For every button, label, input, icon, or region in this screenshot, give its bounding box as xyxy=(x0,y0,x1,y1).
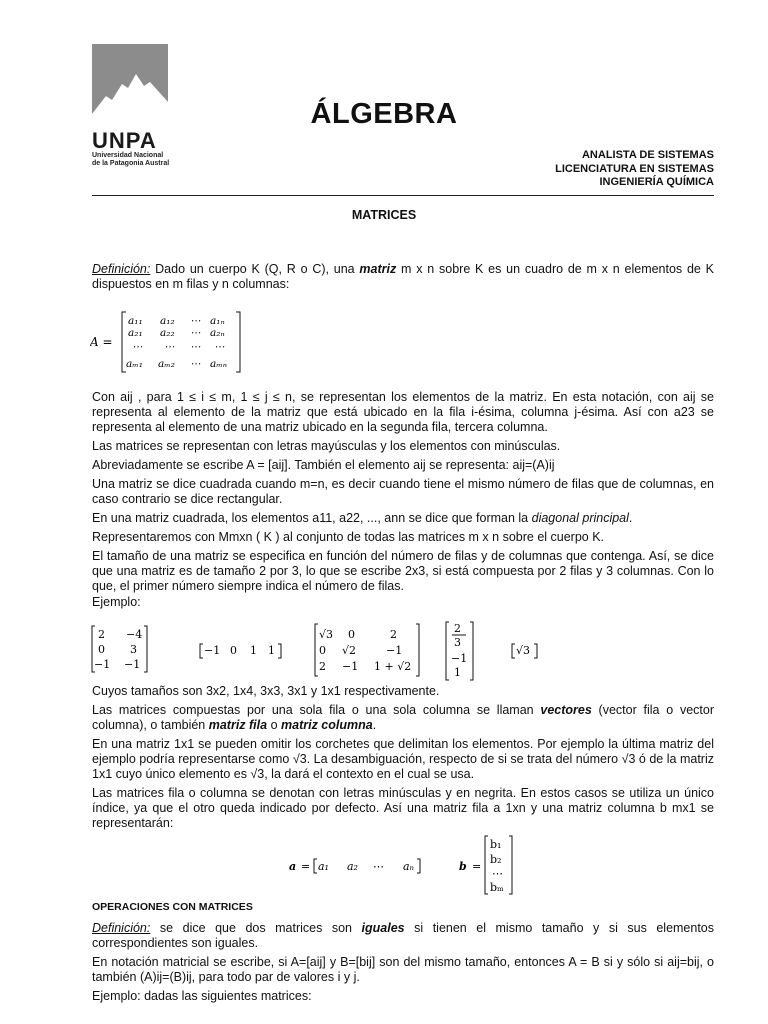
p-cuadrada: Una matriz se dice cuadrada cuando m=n, es decir cuando tiene el mismo número de filas que de columnas, en caso contrario se dice rectangular. xyxy=(92,477,714,506)
svg-text:√3: √3 xyxy=(516,644,531,657)
svg-text:a₁₁: a₁₁ xyxy=(128,315,143,327)
svg-text:b₁: b₁ xyxy=(490,838,502,851)
svg-text:a₂₁: a₂₁ xyxy=(128,327,143,339)
svg-text:3: 3 xyxy=(130,643,137,656)
svg-text:0: 0 xyxy=(230,644,237,657)
operations-heading: OPERACIONES CON MATRICES xyxy=(92,901,253,913)
section-title: MATRICES xyxy=(351,208,417,222)
svg-text:⋯: ⋯ xyxy=(164,341,175,353)
svg-text:⋯: ⋯ xyxy=(190,327,201,339)
p-vectores-e: o xyxy=(267,718,281,732)
definition-2-text-a: se dice que dos matrices son xyxy=(150,921,362,935)
svg-text:a₁₂: a₁₂ xyxy=(160,315,175,327)
svg-text:A =: A = xyxy=(90,335,113,349)
general-matrix-A xyxy=(90,308,250,376)
definition-term: matriz xyxy=(359,262,397,276)
svg-text:1: 1 xyxy=(250,644,257,657)
svg-text:√2: √2 xyxy=(342,644,357,657)
svg-text:a₂ₙ: a₂ₙ xyxy=(210,327,225,339)
svg-text:1: 1 xyxy=(268,644,275,657)
svg-text:0: 0 xyxy=(319,644,326,657)
p-diagonal-term: diagonal principal xyxy=(531,511,629,525)
p-matriz-columna: matriz columna xyxy=(281,718,373,732)
svg-text:⋯: ⋯ xyxy=(190,315,201,327)
p-vectores-a: Las matrices compuestas por una sola fila o una sola columna se llaman xyxy=(92,703,541,717)
p-mayusculas: Las matrices se representan con letras mayúsculas y los elementos con minúsculas. xyxy=(92,439,561,453)
svg-text:a₁ₙ: a₁ₙ xyxy=(210,315,225,327)
example-matrices xyxy=(90,620,550,682)
svg-text:⋯: ⋯ xyxy=(492,867,503,880)
svg-text:b: b xyxy=(459,860,467,873)
definition-label: Definición: xyxy=(92,262,151,276)
svg-text:a₂₂: a₂₂ xyxy=(160,327,175,339)
svg-text:aₘₙ: aₘₙ xyxy=(210,358,227,370)
svg-text:2: 2 xyxy=(98,628,105,641)
svg-text:2: 2 xyxy=(319,660,326,673)
page-title: ÁLGEBRA xyxy=(310,98,458,130)
definition-text-a: Dado un cuerpo K (Q, R o C), una xyxy=(150,262,360,276)
svg-text:−4: −4 xyxy=(126,628,143,641)
career-1: ANALISTA DE SISTEMAS xyxy=(581,149,714,161)
svg-text:a₂: a₂ xyxy=(347,860,358,873)
body-text-block-2 xyxy=(92,684,714,835)
svg-text:aₘ₂: aₘ₂ xyxy=(158,358,175,370)
p-matriz-fila: matriz fila xyxy=(208,718,268,732)
p-fila-columna: Las matrices fila o columna se denotan con letras minúsculas y en negrita. En estos casos se utiliza un único índice, ya que el otro queda indicado por defecto. Así una matriz fila a 1xn y una matriz columna b mx1 se representarán: xyxy=(92,786,714,830)
svg-text:0: 0 xyxy=(98,643,105,656)
logo-subtitle-2: de la Patagonia Austral xyxy=(92,160,170,167)
definition-paragraph xyxy=(92,262,714,296)
p-diagonal: En una matriz cuadrada, los elementos a11, a22, ..., ann se dice que forman la diagonal principal. xyxy=(92,511,633,525)
svg-text:=: = xyxy=(472,860,482,873)
p-con: Con aij , para 1 ≤ i ≤ m, 1 ≤ j ≤ n, se representan los elementos de la matriz. En esta notación, con aij se representa al elemento de la matriz que está ubicado en la fila i-ésima, columna j-ésima. Así con a23 se representa al elemento de una matriz ubicado en la segunda fila, tercera columna. xyxy=(92,390,714,434)
p-vectores-c: (vector fila o vector columna), o también xyxy=(92,703,714,732)
vector-notation xyxy=(285,834,525,896)
definition-2 xyxy=(92,921,714,951)
svg-text:1 + √2: 1 + √2 xyxy=(374,660,412,673)
svg-text:−1: −1 xyxy=(386,644,403,657)
svg-text:−1: −1 xyxy=(342,660,359,673)
svg-text:−1: −1 xyxy=(204,644,221,657)
definition-2-label: Definición: xyxy=(92,921,151,935)
p-representaremos: Representaremos con Mmxn ( K ) al conjunto de todas las matrices m x n sobre el cuerpo K. xyxy=(92,530,605,544)
p-abreviadamente: Abreviadamente se escribe A = [aij]. También el elemento aij se representa: aij=(A)ij xyxy=(92,458,555,472)
p-diagonal-text: En una matriz cuadrada, los elementos a11, a22, ..., ann se dice que forman la xyxy=(92,511,532,525)
svg-text:−1: −1 xyxy=(451,652,468,665)
career-3: INGENIERÍA QUÍMICA xyxy=(599,176,714,188)
svg-text:bₘ: bₘ xyxy=(490,881,504,894)
svg-text:2: 2 xyxy=(390,628,397,641)
career-2: LICENCIATURA EN SISTEMAS xyxy=(555,162,714,175)
logo-name: UNPA xyxy=(92,128,157,153)
svg-text:0: 0 xyxy=(348,628,355,641)
svg-text:=: = xyxy=(301,860,311,873)
p-cuyos: Cuyos tamaños son 3x2, 1x4, 3x3, 3x1 y 1x1 respectivamente. xyxy=(92,684,440,698)
svg-text:−1: −1 xyxy=(124,658,141,671)
svg-text:⋯: ⋯ xyxy=(190,341,201,353)
p-notacion: En notación matricial se escribe, si A=[aij] y B=[bij] son del mismo tamaño, entonces A = B si y sólo si aij=bij, o también (A)ij=(B)ij, para todo par de valores i y j. xyxy=(92,955,714,984)
svg-text:⋯: ⋯ xyxy=(373,860,384,873)
definition-text-b: m x n sobre K es un cuadro de m x n elementos de K dispuestos en m filas y n columnas: xyxy=(92,262,714,291)
body-text-block xyxy=(92,390,714,614)
svg-text:⋯: ⋯ xyxy=(190,358,201,370)
p-vectores: Las matrices compuestas por una sola fila o una sola columna se llaman vectores (vector fila o vector columna), o también matriz fila o matriz columna. xyxy=(92,703,714,732)
definition-2-term: iguales xyxy=(361,921,405,935)
svg-text:√3: √3 xyxy=(319,628,334,641)
header-divider xyxy=(92,195,714,196)
svg-text:⋯: ⋯ xyxy=(132,341,143,353)
logo-subtitle-1: Universidad Nacional xyxy=(92,152,164,159)
svg-text:aₘ₁: aₘ₁ xyxy=(126,358,143,370)
svg-text:3: 3 xyxy=(454,636,461,649)
p-ejemplo: Ejemplo: xyxy=(92,595,141,609)
svg-text:aₙ: aₙ xyxy=(403,860,415,873)
svg-text:−1: −1 xyxy=(94,658,111,671)
careers-block xyxy=(555,149,714,190)
svg-text:1: 1 xyxy=(454,666,461,679)
p-ejemplo-2: Ejemplo: dadas las siguientes matrices: xyxy=(92,989,312,1003)
svg-text:b₂: b₂ xyxy=(490,853,502,866)
svg-text:2: 2 xyxy=(454,622,461,635)
svg-text:⋯: ⋯ xyxy=(214,341,225,353)
body-text-block-3 xyxy=(92,900,714,1008)
p-tamano: El tamaño de una matriz se especifica en función del número de filas y de columnas que contenga. Así, se dice que una matriz es de tamaño 2 por 3, lo que se escribe 2x3, si está compuesta por 2 filas y 3 columnas. Con lo que, el primer número siempre indica el número de filas. xyxy=(92,549,714,593)
svg-text:a₁: a₁ xyxy=(318,860,329,873)
p-vectores-term: vectores xyxy=(540,703,592,717)
svg-text:a: a xyxy=(289,860,297,873)
p-1x1: En una matriz 1x1 se pueden omitir los corchetes que delimitan los elementos. Por ejemplo la última matriz del ejemplo podría representarse como √3. La desambiguación, respecto de si se trata del número √3 ó de la matriz 1x1 cuyo único elemento es √3, la dará el contexto en el cual se usa. xyxy=(92,737,714,781)
definition-2-text-b: si tienen el mismo tamaño y si sus elementos correspondientes son iguales. xyxy=(92,921,715,950)
